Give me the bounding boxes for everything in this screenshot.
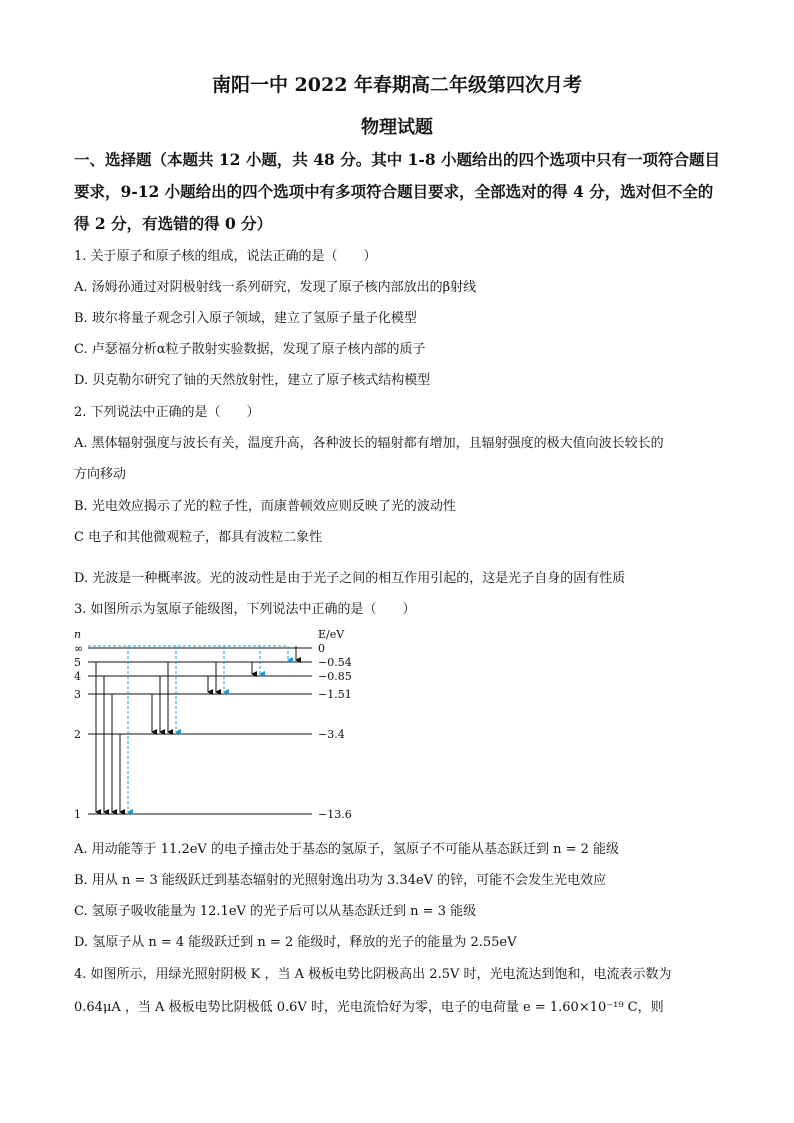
level-energy-label: −13.6 <box>318 808 352 821</box>
q3-stem: 3. 如图所示为氢原子能级图，下列说法中正确的是（ ） <box>74 602 416 617</box>
level-n-label: ∞ <box>74 642 84 655</box>
level-energy-label: 0 <box>318 642 325 655</box>
q4-stem-line1: 4. 如图所示，用绿光照射阴极 K ，当 A 极板电势比阴极高出 2.5V 时，光电流达到饱和，电流表示数为 <box>74 967 672 982</box>
page-title: 南阳一中 2022 年春期高二年级第四次月考 <box>211 74 583 96</box>
q3-option-b: B. 用从 n = 3 能级跃迁到基态辐射的光照射逸出功为 3.34eV 的锌，可能不会发生光电效应 <box>74 873 607 888</box>
q4-stem-line2: 0.64μA ，当 A 极板电势比阴极低 0.6V 时，光电流恰好为零，电子的电荷量 e = 1.60×10⁻¹⁹ C，则 <box>74 1000 664 1015</box>
q1-stem: 1. 关于原子和原子核的组成，说法正确的是（ ） <box>74 249 377 264</box>
energy-axis-label: E/eV <box>318 628 345 641</box>
q3-option-d: D. 氢原子从 n = 4 能级跃迁到 n = 2 能级时，释放的光子的能量为 2.55eV <box>74 935 517 950</box>
level-n-label: 5 <box>74 656 81 669</box>
energy-level-diagram <box>70 626 370 826</box>
section-heading: 一、选择题（本题共 12 小题，共 48 分。其中 1-8 小题给出的四个选项中只有一项符合题目要求，9-12 小题给出的四个选项中有多项符合题目要求，全部选对的得 4 分，选对但不全的得 2 分，有选错的得 0 分） <box>74 150 721 233</box>
level-n-label: 4 <box>74 670 81 683</box>
q3-option-c: C. 氢原子吸收能量为 12.1eV 的光子后可以从基态跃迁到 n = 3 能级 <box>74 904 477 919</box>
n-axis-label: n <box>74 628 82 641</box>
level-energy-label: −1.51 <box>318 688 352 701</box>
q2-option-b: B. 光电效应揭示了光的粒子性，而康普顿效应则反映了光的波动性 <box>74 499 456 514</box>
q2-option-c: C 电子和其他微观粒子，都具有波粒二象性 <box>74 530 323 545</box>
q1-option-b: B. 玻尔将量子观念引入原子领域，建立了氢原子量子化模型 <box>74 311 417 326</box>
level-energy-label: −0.85 <box>318 670 352 683</box>
q2-option-a-cont: 方向移动 <box>74 467 127 482</box>
level-energy-label: −3.4 <box>318 728 345 741</box>
level-n-label: 1 <box>74 808 81 821</box>
level-n-label: 2 <box>74 728 81 741</box>
q2-stem: 2. 下列说法中正确的是（ ） <box>74 405 260 420</box>
level-energy-label: −0.54 <box>318 656 352 669</box>
q2-option-a: A. 黑体辐射强度与波长有关，温度升高，各种波长的辐射都有增加，且辐射强度的极大值向波长较长的 <box>74 436 664 451</box>
q1-option-d: D. 贝克勒尔研究了铀的天然放射性，建立了原子核式结构模型 <box>74 373 431 388</box>
level-n-label: 3 <box>74 688 81 701</box>
page-subtitle: 物理试题 <box>361 117 433 138</box>
q1-option-a: A. 汤姆孙通过对阴极射线一系列研究，发现了原子核内部放出的β射线 <box>74 280 477 295</box>
q3-option-a: A. 用动能等于 11.2eV 的电子撞击处于基态的氢原子，氢原子不可能从基态跃迁到 n = 2 能级 <box>74 842 620 857</box>
q2-option-d: D. 光波是一种概率波。光的波动性是由于光子之间的相互作用引起的，这是光子自身的固有性质 <box>74 571 626 586</box>
q1-option-c: C. 卢瑟福分析α粒子散射实验数据，发现了原子核内部的质子 <box>74 342 426 357</box>
